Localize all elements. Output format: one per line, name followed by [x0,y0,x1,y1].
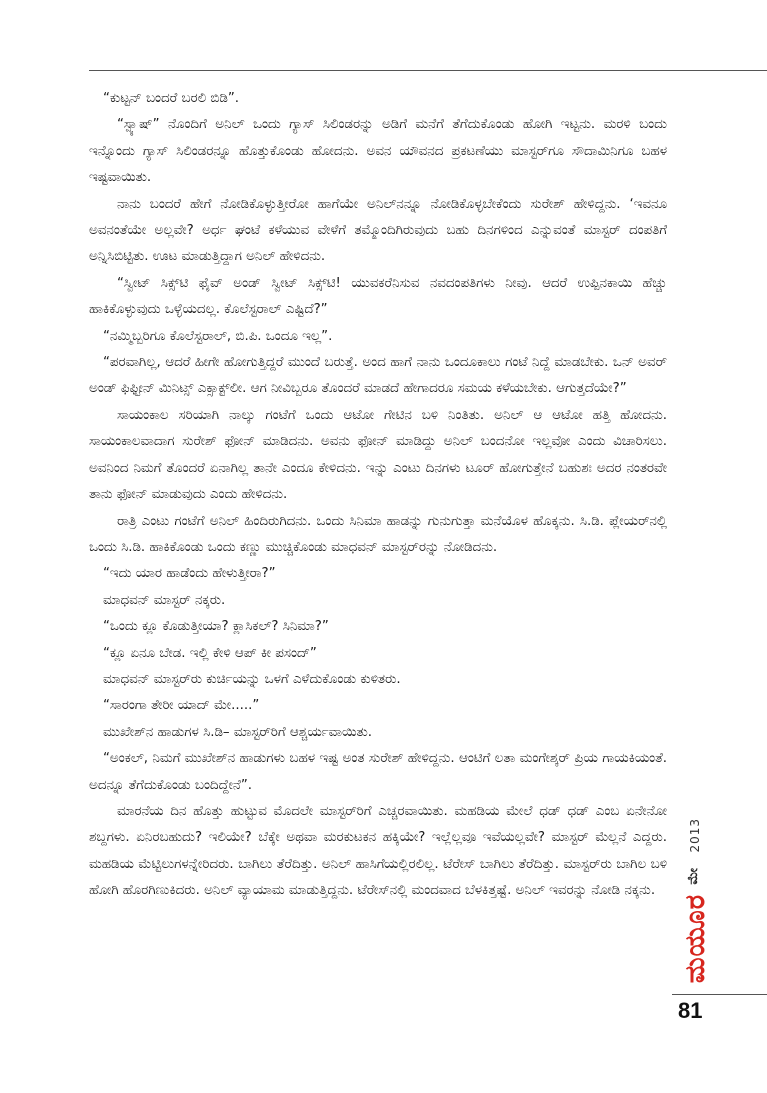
paragraph-14: “ಸಾರಂಗಾ ತೇರೀ ಯಾದ್ ಮೇ.....” [103,698,260,714]
paragraph-10: ಮಾಧವನ್ ಮಾಸ್ಟರ್ ನಕ್ಕರು. [103,592,226,608]
paragraph-3: ನಾನು ಬಂದರೆ ಹೇಗೆ ನೋಡಿಕೊಳ್ಳುತ್ತೀರೋ ಹಾಗೆಯೇ ಅನಿಲ್‌ನನ್ನೂ ನೋಡಿಕೊಳ್ಳಬೇಕೆಂದು ಸುರೇಶ್ ಹೇಳಿದ್ದನು. ‘ಇವನೂ ಅವನಂತೆಯೇ ಅಲ್ಲವೇ? ಅರ್ಧ ಘಂಟೆ ಕಳೆಯುವ ವೇಳೆಗೆ ತಮ್ಮೊಂದಿಗಿರುವುದು ಬಹು ದಿನಗಳಿಂದ ಎನ್ನುವಂತೆ ಮಾಸ್ಟರ್ ದಂಪತಿಗೆ ಅನ್ನಿಸಿಬಿಟ್ಟಿತು. ಊಟ ಮಾಡುತ್ತಿದ್ದಾಗ ಅನಿಲ್ ಹೇಳಿದನು. [89,196,667,265]
paragraph-1: “ಕುಟ್ಟನ್ ಬಂದರೆ ಬರಲಿ ಬಿಡಿ”. [103,91,240,106]
paragraph-7: ಸಾಯಂಕಾಲ ಸರಿಯಾಗಿ ನಾಲ್ಕು ಗಂಟೆಗೆ ಒಂದು ಆಟೋ ಗೇಟಿನ ಬಳಿ ನಿಂತಿತು. ಅನಿಲ್ ಆ ಆಟೋ ಹತ್ತಿ ಹೋದನು. ಸಾಯಂಕಾಲವಾದಾಗ ಸುರೇಶ್ ಫೋನ್ ಮಾಡಿದನು. ಅವನು ಫೋನ್ ಮಾಡಿದ್ದು ಅನಿಲ್ ಬಂದನೋ ಇಲ್ಲವೋ ಎಂದು ವಿಚಾರಿಸಲು. ಅವನಿಂದ ನಿಮಗೆ ತೊಂದರೆ ಏನಾಗಿಲ್ಲ ತಾನೇ ಎಂದೂ ಕೇಳಿದನು. ಇನ್ನು ಎಂಟು ದಿನಗಳು ಟೂರ್ ಹೋಗುತ್ತೇನೆ ಬಹುಶಃ ಅದರ ನಂತರವೇ ತಾನು ಫೋನ್ ಮಾಡುವುದು ಎಂದು ಹೇಳಿದನು. [89,407,667,503]
footer-rule [672,994,767,995]
paragraph-15: ಮುಖೇಶ್‌ನ ಹಾಡುಗಳ ಸಿ.ಡಿ– ಮಾಸ್ಟರ್‌ರಿಗೆ ಆಶ್ಚರ್ಯವಾಯಿತು. [103,724,372,740]
paragraph-9: “ಇದು ಯಾರ ಹಾಡೆಂದು ಹೇಳುತ್ತೀರಾ?” [103,566,276,582]
paragraph-12: “ಕ್ಲೂ ಏನೂ ಬೇಡ. ಇಲ್ಲಿ ಕೇಳಿ ಆಪ್ ಕೀ ಪಸಂದ್” [103,645,317,661]
paragraph-8: ರಾತ್ರಿ ಎಂಟು ಗಂಟೆಗೆ ಅನಿಲ್ ಹಿಂದಿರುಗಿದನು. ಒಂದು ಸಿನಿಮಾ ಹಾಡನ್ನು ಗುನುಗುತ್ತಾ ಮನೆಯೊಳ ಹೊಕ್ಕನು. ಸಿ.ಡಿ. ಪ್ಲೇಯರ್‌ನಲ್ಲಿ ಒಂದು ಸಿ.ಡಿ. ಹಾಕಿಕೊಂಡು ಒಂದು ಕಣ್ಣು ಮುಚ್ಚಿಕೊಂಡು ಮಾಧವನ್ ಮಾಸ್ಟರ್‌ರನ್ನು ನೋಡಿದನು. [89,513,667,555]
paragraph-11: “ಒಂದು ಕ್ಲೂ ಕೊಡುತ್ತೀಯಾ? ಕ್ಲಾಸಿಕಲ್? ಸಿನಿಮಾ?” [103,619,329,635]
magazine-sidebar [674,808,718,988]
paragraph-13: ಮಾಧವನ್ ಮಾಸ್ಟರ್‌ರು ಕುರ್ಚಿಯನ್ನು ಒಳಗೆ ಎಳೆದುಕೊಂಡು ಕುಳಿತರು. [103,671,401,687]
page-number: 81 [678,998,703,1023]
issue-month: ಮೇ [686,868,701,885]
header-rule [89,70,767,71]
magazine-logo: ಮಯೂರ [680,894,711,984]
issue-year: 2013 [688,818,702,853]
paragraph-16: “ಅಂಕಲ್, ನಿಮಗೆ ಮುಖೇಶ್‌ನ ಹಾಡುಗಳು ಬಹಳ ಇಷ್ಟ ಅಂತ ಸುರೇಶ್ ಹೇಳಿದ್ದನು. ಆಂಟಿಗೆ ಲತಾ ಮಂಗೇಶ್ಕರ್ ಪ್ರಿಯ ಗಾಯಕಿಯಂತೆ. ಅದನ್ನೂ ತೆಗೆದುಕೊಂಡು ಬಂದಿದ್ದೇನೆ”. [89,751,667,793]
paragraph-2: “ಸ್ಪ್ಯಾಷ್” ನೊಂದಿಗೆ ಅನಿಲ್ ಒಂದು ಗ್ಯಾಸ್ ಸಿಲಿಂಡರನ್ನು ಅಡಿಗೆ ಮನೆಗೆ ತೆಗೆದುಕೊಂಡು ಹೋಗಿ ಇಟ್ಟನು. ಮರಳಿ ಬಂದು ಇನ್ನೊಂದು ಗ್ಯಾಸ್ ಸಿಲಿಂಡರನ್ನೂ ಹೊತ್ತುಕೊಂಡು ಹೋದನು. ಅವನ ಯೌವನದ ಪ್ರಕಟಣೆಯು ಮಾಸ್ಟರ್‌ಗೂ ಸೌದಾಮಿನಿಗೂ ಬಹಳ ಇಷ್ಟವಾಯಿತು. [89,117,667,186]
paragraph-17: ಮಾರನೆಯ ದಿನ ಹೊತ್ತು ಹುಟ್ಟುವ ಮೊದಲೇ ಮಾಸ್ಟರ್‌ರಿಗೆ ಎಚ್ಚರವಾಯಿತು. ಮಹಡಿಯ ಮೇಲೆ ಧಡ್ ಧಡ್ ಎಂಬ ಏನೇನೋ ಶಬ್ದಗಳು. ಏನಿರಬಹುದು? ಇಲಿಯೇ? ಬೆಕ್ಕೇ ಅಥವಾ ಮರಕುಟಕನ ಹಕ್ಕಿಯೇ? ಇಲ್ಲೆಲ್ಲವೂ ಇವೆಯಲ್ಲವೇ? ಮಾಸ್ಟರ್ ಮೆಲ್ಲನೆ ಎದ್ದರು. ಮಹಡಿಯ ಮೆಟ್ಟಿಲುಗಳನ್ನೇರಿದರು. ಬಾಗಿಲು ತೆರೆದಿತ್ತು. ಅನಿಲ್ ಹಾಸಿಗೆಯಲ್ಲಿರಲಿಲ್ಲ. ಟೆರೇಸ್ ಬಾಗಿಲು ತೆರೆದಿತ್ತು. ಮಾಸ್ಟರ್‌ರು ಬಾಗಿಲ ಬಳಿ ಹೋಗಿ ಹೊರಗಿಣುಕಿದರು. ಅನಿಲ್ ವ್ಯಾಯಾಮ ಮಾಡುತ್ತಿದ್ದನು. ಟೆರೇಸ್‌ನಲ್ಲಿ ಮಂದವಾದ ಬೆಳಕಿತ್ತಷ್ಟೆ. ಅನಿಲ್ ಇವರನ್ನು ನೋಡಿ ನಕ್ಕನು. [89,803,667,899]
article-body [89,86,667,905]
paragraph-5: “ನಮ್ಮಿಬ್ಬರಿಗೂ ಕೊಲೆಸ್ಟರಾಲ್, ಬಿ.ಪಿ. ಒಂದೂ ಇಲ್ಲ”. [103,328,333,344]
paragraph-4: “ಸ್ವೀಟ್ ಸಿಕ್ಸ್‌ಟಿ ಫೈವ್ ಅಂಡ್ ಸ್ವೀಟ್ ಸಿಕ್ಸ್‌ಟಿ! ಯುವಕರೆನಿಸುವ ನವದಂಪತಿಗಳು ನೀವು. ಆದರೆ ಉಪ್ಪಿನಕಾಯಿ ಹೆಚ್ಚು ಹಾಕಿಕೊಳ್ಳುವುದು ಒಳ್ಳೆಯದಲ್ಲ. ಕೊಲೆಸ್ಟರಾಲ್ ಎಷ್ಟಿದೆ?” [89,275,667,318]
paragraph-6: “ಪರವಾಗಿಲ್ಲ, ಆದರೆ ಹೀಗೇ ಹೋಗುತ್ತಿದ್ದರೆ ಮುಂದೆ ಬರುತ್ತೆ. ಅಂದ ಹಾಗೆ ನಾನು ಒಂದೂಕಾಲು ಗಂಟೆ ನಿದ್ದೆ ಮಾಡಬೇಕು. ಒನ್ ಅವರ್ ಅಂಡ್ ಫಿಫ್ಟೀನ್ ಮಿನಿಟ್ಸ್ ಎಕ್ಸಾಕ್ಟ್‌ಲೀ. ಆಗ ನೀವಿಬ್ಬರೂ ತೊಂದರೆ ಮಾಡದೆ ಹೇಗಾದರೂ ಸಮಯ ಕಳೆಯಬೇಕು. ಆಗುತ್ತದೆಯೇ?” [89,355,667,397]
